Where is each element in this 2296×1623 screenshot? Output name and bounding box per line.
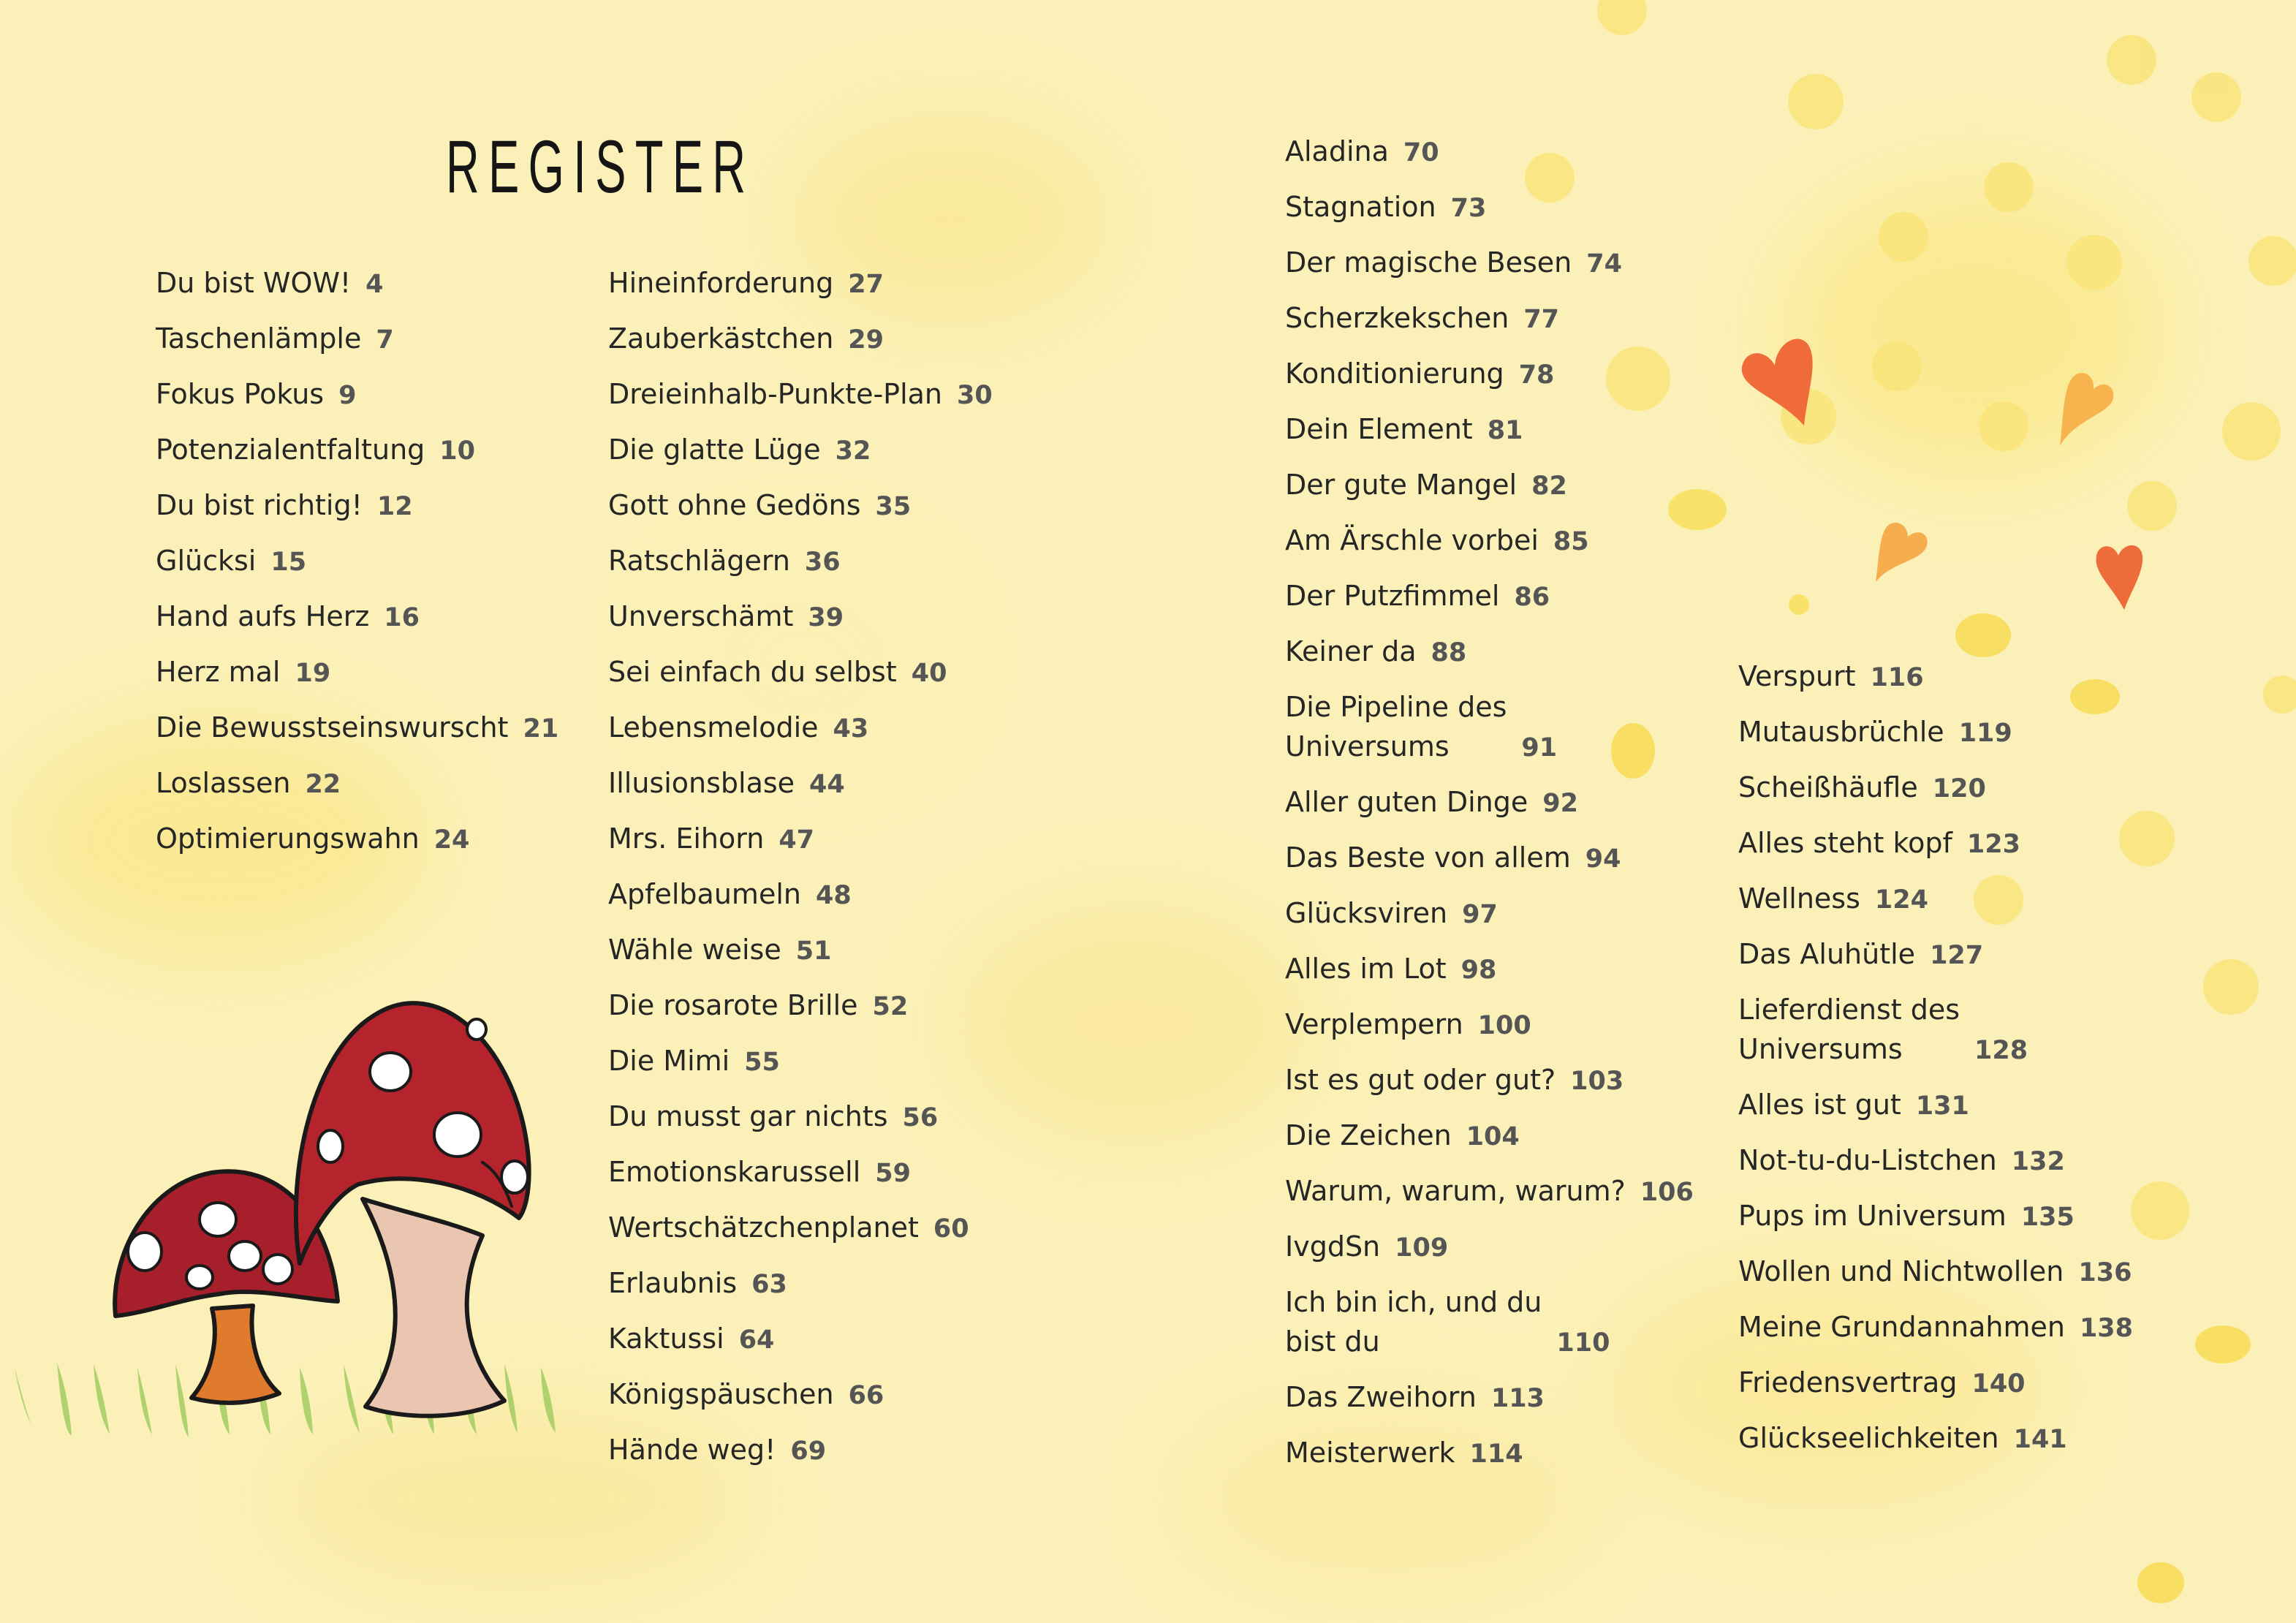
register-entry — [156, 430, 558, 471]
register-entry — [608, 763, 993, 804]
register-entry — [608, 319, 993, 360]
entry-title: Die Bewusstseinswurscht — [156, 711, 509, 744]
register-entry — [1738, 1252, 2133, 1293]
entry-title: Dein Element — [1285, 413, 1473, 445]
register-entry — [1738, 990, 2133, 1070]
entry-title: Wellness — [1738, 882, 1860, 915]
register-entry — [1285, 949, 1694, 990]
register-entry — [1738, 1196, 2133, 1237]
entry-page-number: 135 — [2020, 1203, 2075, 1232]
register-entry — [1285, 187, 1694, 228]
entry-title: Scherzkekschen — [1285, 302, 1509, 334]
register-entry — [608, 819, 993, 860]
entry-title: Wähle weise — [608, 934, 781, 966]
entry-title: Not-tu-du-Listchen — [1738, 1144, 1997, 1176]
entry-title: Ratschlägern — [608, 545, 790, 577]
entry-page-number: 22 — [305, 770, 341, 799]
register-entry — [1285, 1005, 1694, 1045]
entry-title: Die rosarote Brille — [608, 989, 858, 1021]
register-entry — [1738, 768, 2133, 809]
entry-title: Die Zeichen — [1285, 1119, 1452, 1151]
entry-page-number: 128 — [1974, 1036, 2028, 1065]
entry-page-number: 123 — [1966, 830, 2020, 859]
entry-page-number: 56 — [902, 1103, 939, 1132]
register-entry — [1285, 1377, 1694, 1418]
entry-title: Hand aufs Herz — [156, 600, 370, 632]
register-entry — [608, 652, 993, 693]
register-entry — [1738, 1418, 2133, 1459]
entry-title: Friedensvertrag — [1738, 1366, 1958, 1399]
entry-title: Pups im Universum — [1738, 1200, 2007, 1232]
register-entry — [1738, 1307, 2133, 1348]
entry-title: Am Ärschle vorbei — [1285, 524, 1539, 556]
entry-page-number: 109 — [1395, 1233, 1449, 1263]
entry-title: Mutausbrüchle — [1738, 716, 1944, 748]
entry-title: Der Putzfimmel — [1285, 580, 1500, 612]
entry-title: Meine Grundannahmen — [1738, 1311, 2065, 1343]
entry-page-number: 94 — [1585, 844, 1621, 874]
entry-page-number: 63 — [751, 1270, 787, 1299]
register-entry — [1285, 465, 1694, 506]
entry-page-number: 35 — [875, 492, 912, 521]
register-column-3 — [1285, 132, 1694, 1488]
register-entry — [608, 1319, 993, 1360]
entry-page-number: 19 — [295, 659, 331, 688]
entry-title: Aller guten Dinge — [1285, 786, 1528, 818]
entry-title: Aladina — [1285, 135, 1389, 167]
register-entry — [1285, 298, 1694, 339]
register-entry — [1738, 1363, 2133, 1404]
entry-title: Wertschätzchenplanet — [608, 1211, 919, 1244]
entry-page-number: 4 — [365, 270, 384, 299]
entry-title: Lieferdienst des Universums — [1738, 994, 1960, 1065]
entry-title: Taschenlämple — [156, 322, 362, 355]
entry-page-number: 9 — [338, 381, 357, 410]
entry-page-number: 97 — [1462, 900, 1498, 929]
register-entry — [1285, 687, 1694, 768]
entry-title: Ich bin ich, und du bist du — [1285, 1286, 1542, 1358]
register-entry — [608, 1097, 993, 1138]
entry-title: Scheißhäufle — [1738, 771, 1918, 803]
entry-page-number: 124 — [1874, 885, 1928, 915]
entry-page-number: 104 — [1466, 1122, 1520, 1151]
entry-title: Die Pipeline des Universums — [1285, 691, 1507, 763]
entry-title: Glückseelichkeiten — [1738, 1422, 1999, 1454]
entry-page-number: 39 — [808, 603, 844, 632]
register-column-4 — [1738, 657, 2133, 1474]
register-entry — [156, 597, 558, 638]
entry-page-number: 70 — [1403, 138, 1439, 167]
entry-title: Dreieinhalb-Punkte-Plan — [608, 378, 943, 410]
register-entry — [1285, 782, 1694, 823]
entry-page-number: 106 — [1640, 1178, 1694, 1207]
register-entry — [608, 1374, 993, 1415]
entry-title: Ist es gut oder gut? — [1285, 1064, 1556, 1096]
entry-title: Das Aluhütle — [1738, 938, 1916, 970]
entry-title: Der magische Besen — [1285, 246, 1572, 279]
entry-title: Keiner da — [1285, 635, 1417, 667]
entry-page-number: 47 — [778, 825, 815, 855]
register-entry — [608, 430, 993, 471]
entry-title: Verspurt — [1738, 660, 1856, 692]
register-entry — [608, 541, 993, 582]
entry-title: Herz mal — [156, 656, 281, 688]
register-entry — [608, 1430, 993, 1471]
register-entry — [1285, 132, 1694, 173]
register-entry — [156, 263, 558, 304]
entry-title: Apfelbaumeln — [608, 878, 801, 910]
register-entry — [608, 708, 993, 749]
entry-title: Du bist richtig! — [156, 489, 363, 521]
entry-page-number: 82 — [1531, 472, 1567, 501]
register-entry — [608, 485, 993, 526]
entry-title: Glücksviren — [1285, 897, 1448, 929]
register-entry — [1738, 712, 2133, 753]
entry-page-number: 59 — [875, 1159, 912, 1188]
entry-page-number: 32 — [835, 436, 871, 466]
entry-page-number: 138 — [2079, 1314, 2133, 1343]
register-entry — [608, 1041, 993, 1082]
entry-title: Potenzialentfaltung — [156, 434, 425, 466]
entry-page-number: 74 — [1586, 249, 1622, 279]
entry-title: Emotionskarussell — [608, 1156, 861, 1188]
entry-title: Alles ist gut — [1738, 1089, 1901, 1121]
entry-page-number: 7 — [376, 325, 394, 355]
entry-page-number: 10 — [439, 436, 476, 466]
entry-title: Konditionierung — [1285, 357, 1504, 390]
entry-title: Königspäuschen — [608, 1378, 834, 1410]
entry-page-number: 27 — [848, 270, 884, 299]
register-entry — [1285, 521, 1694, 561]
register-entry — [1285, 1282, 1694, 1363]
register-entry — [1285, 1060, 1694, 1101]
entry-title: Fokus Pokus — [156, 378, 325, 410]
entry-title: Hände weg! — [608, 1434, 776, 1466]
entry-page-number: 85 — [1553, 527, 1589, 556]
entry-title: Illusionsblase — [608, 767, 795, 799]
entry-page-number: 43 — [833, 714, 869, 744]
entry-title: Zauberkästchen — [608, 322, 834, 355]
entry-page-number: 78 — [1518, 360, 1555, 390]
entry-page-number: 81 — [1487, 416, 1523, 445]
entry-page-number: 100 — [1477, 1011, 1531, 1040]
entry-page-number: 30 — [957, 381, 993, 410]
register-column-2 — [608, 263, 993, 1486]
entry-page-number: 131 — [1915, 1092, 1969, 1121]
entry-page-number: 16 — [384, 603, 420, 632]
entry-title: Du bist WOW! — [156, 267, 352, 299]
entry-page-number: 119 — [1958, 719, 2012, 748]
entry-title: Mrs. Eihorn — [608, 822, 765, 855]
entry-title: Unverschämt — [608, 600, 794, 632]
entry-page-number: 120 — [1932, 774, 1986, 803]
entry-title: Das Zweihorn — [1285, 1381, 1477, 1413]
register-entry — [156, 819, 558, 860]
entry-title: Du musst gar nichts — [608, 1100, 888, 1132]
page-title: REGISTER — [446, 125, 755, 208]
entry-page-number: 21 — [523, 714, 559, 744]
register-entry — [1285, 893, 1694, 934]
entry-page-number: 12 — [376, 492, 413, 521]
entry-title: Verplempern — [1285, 1008, 1463, 1040]
register-entry — [1285, 243, 1694, 284]
register-entry — [608, 597, 993, 638]
entry-title: Kaktussi — [608, 1323, 724, 1355]
register-entry — [156, 708, 558, 749]
entry-title: Hineinforderung — [608, 267, 834, 299]
register-entry — [608, 263, 993, 304]
register-entry — [1285, 409, 1694, 450]
register-entry — [1738, 1085, 2133, 1126]
register-entry — [1285, 1227, 1694, 1268]
entry-page-number: 88 — [1431, 638, 1467, 667]
entry-page-number: 116 — [1870, 663, 1924, 692]
entry-page-number: 92 — [1542, 789, 1578, 818]
entry-page-number: 52 — [872, 992, 909, 1021]
entry-page-number: 141 — [2013, 1425, 2067, 1454]
register-entry — [1738, 934, 2133, 975]
entry-page-number: 73 — [1450, 194, 1487, 223]
register-entry — [1285, 632, 1694, 673]
entry-title: Erlaubnis — [608, 1267, 738, 1299]
entry-page-number: 127 — [1930, 941, 1984, 970]
entry-page-number: 113 — [1490, 1384, 1545, 1413]
register-entry — [1738, 657, 2133, 697]
entry-page-number: 91 — [1521, 733, 1558, 763]
entry-page-number: 29 — [848, 325, 884, 355]
entry-title: IvgdSn — [1285, 1230, 1381, 1263]
register-entry — [156, 763, 558, 804]
entry-title: Lebensmelodie — [608, 711, 819, 744]
entry-page-number: 110 — [1556, 1328, 1610, 1358]
entry-title: Das Beste von allem — [1285, 841, 1571, 874]
entry-title: Loslassen — [156, 767, 291, 799]
entry-page-number: 98 — [1460, 956, 1497, 985]
entry-page-number: 24 — [433, 825, 470, 855]
register-entry — [1285, 1171, 1694, 1212]
entry-page-number: 40 — [911, 659, 947, 688]
entry-page-number: 77 — [1523, 305, 1560, 334]
register-entry — [1285, 838, 1694, 879]
entry-title: Optimierungswahn — [156, 822, 420, 855]
entry-title: Wollen und Nichtwollen — [1738, 1255, 2064, 1287]
entry-title: Die glatte Lüge — [608, 434, 821, 466]
register-column-1 — [156, 263, 558, 874]
entry-title: Stagnation — [1285, 191, 1436, 223]
register-entry — [1738, 823, 2133, 864]
register-entry — [608, 1263, 993, 1304]
entry-title: Glücksi — [156, 545, 257, 577]
entry-page-number: 86 — [1514, 583, 1550, 612]
entry-title: Alles im Lot — [1285, 953, 1447, 985]
entry-page-number: 64 — [738, 1325, 775, 1355]
entry-page-number: 15 — [270, 548, 307, 577]
entry-title: Warum, warum, warum? — [1285, 1175, 1626, 1207]
entry-page-number: 69 — [790, 1437, 827, 1466]
entry-title: Der gute Mangel — [1285, 469, 1518, 501]
register-entry — [1738, 1140, 2133, 1181]
register-entry — [608, 1208, 993, 1249]
register-entry — [1738, 879, 2133, 920]
entry-page-number: 60 — [933, 1214, 969, 1244]
entry-page-number: 44 — [809, 770, 845, 799]
entry-page-number: 136 — [2078, 1258, 2132, 1287]
register-entry — [608, 874, 993, 915]
entry-title: Alles steht kopf — [1738, 827, 1952, 859]
entry-page-number: 48 — [815, 881, 852, 910]
register-entry — [608, 1152, 993, 1193]
entry-title: Die Mimi — [608, 1045, 730, 1077]
entry-page-number: 55 — [744, 1048, 780, 1077]
entry-title: Gott ohne Gedöns — [608, 489, 861, 521]
entry-page-number: 66 — [848, 1381, 884, 1410]
register-entry — [156, 541, 558, 582]
entry-page-number: 114 — [1469, 1439, 1523, 1469]
register-entry — [1285, 576, 1694, 617]
entry-title: Meisterwerk — [1285, 1437, 1455, 1469]
register-entry — [156, 485, 558, 526]
entry-page-number: 132 — [2011, 1147, 2065, 1176]
register-entry — [156, 374, 558, 415]
register-entry — [156, 319, 558, 360]
register-entry — [1285, 1116, 1694, 1157]
entry-page-number: 36 — [804, 548, 841, 577]
entry-page-number: 140 — [1971, 1369, 2026, 1399]
register-entry — [1285, 354, 1694, 395]
register-entry — [608, 374, 993, 415]
register-entry — [156, 652, 558, 693]
entry-page-number: 103 — [1570, 1067, 1624, 1096]
entry-title: Sei einfach du selbst — [608, 656, 897, 688]
register-entry — [1285, 1433, 1694, 1474]
register-entry — [608, 985, 993, 1026]
register-entry — [608, 930, 993, 971]
entry-page-number: 51 — [795, 937, 832, 966]
